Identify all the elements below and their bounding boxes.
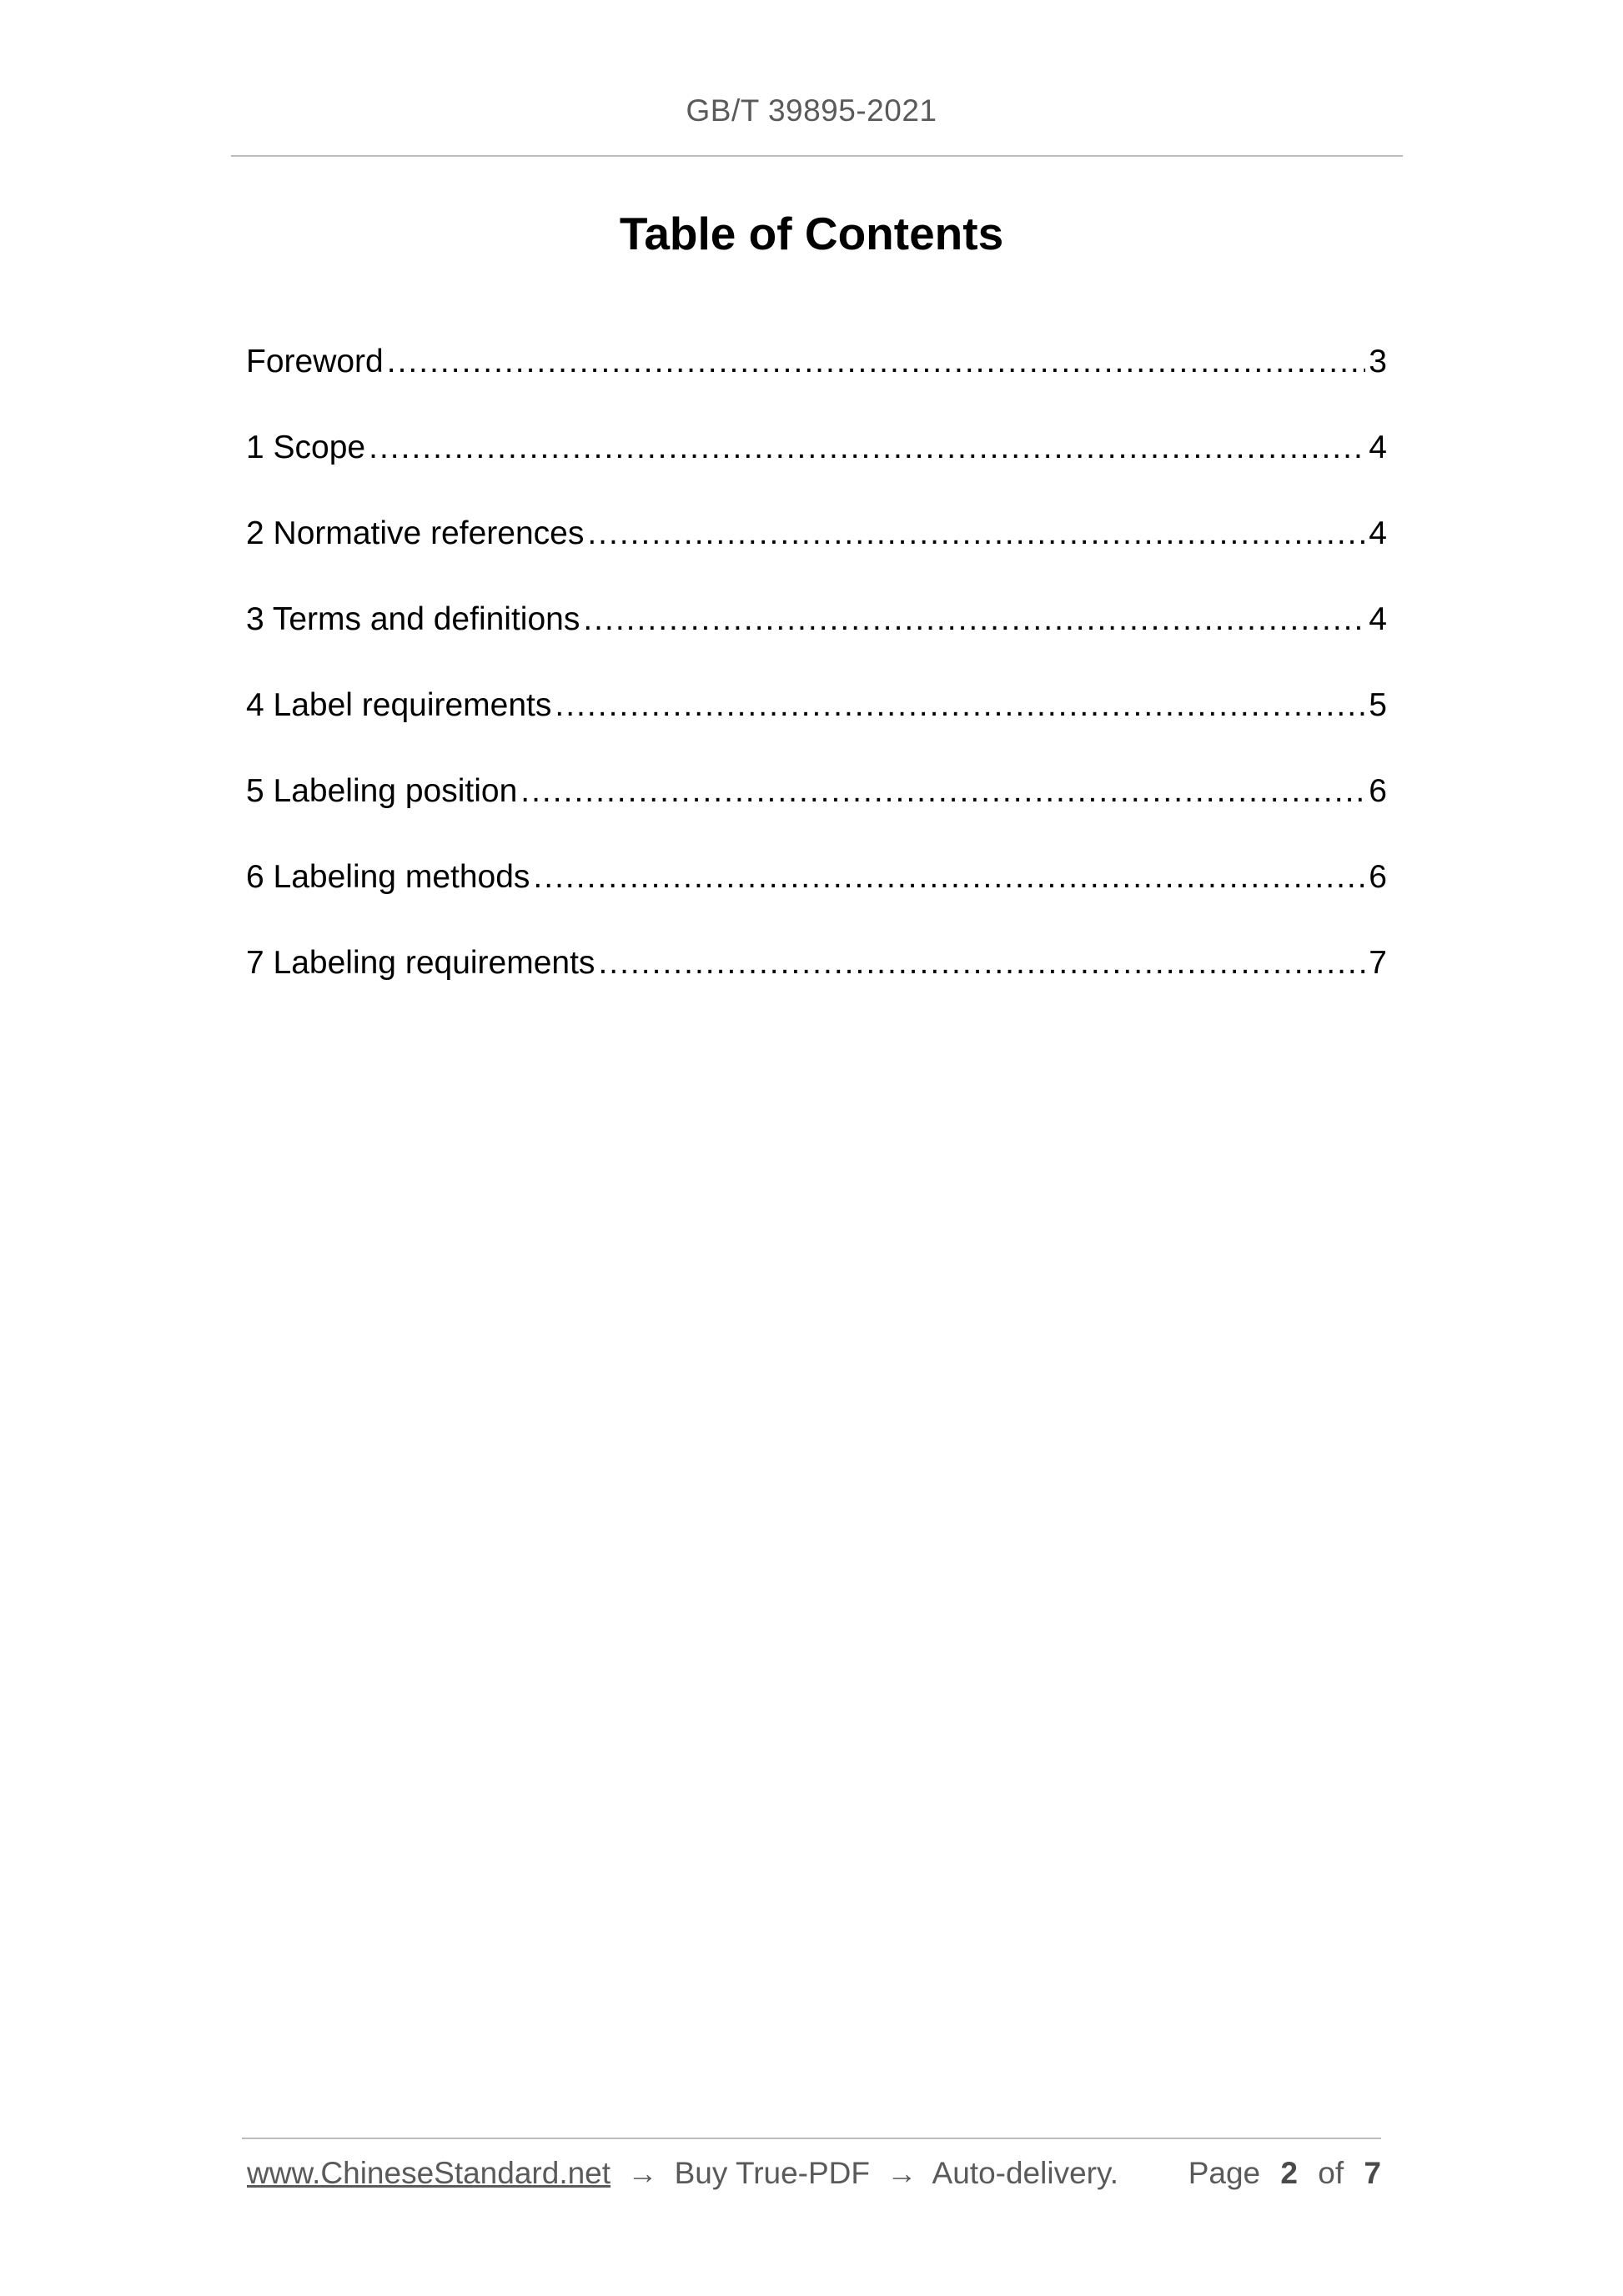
page-footer [247, 2156, 1381, 2191]
toc-entry-foreword[interactable] [246, 337, 1387, 423]
right-arrow-icon: → [627, 2156, 658, 2190]
toc-dot-leader [587, 509, 1365, 559]
toc-dot-leader [598, 938, 1365, 988]
toc-entry-page: 4 [1369, 430, 1387, 465]
footer-divider [242, 2138, 1381, 2139]
toc-entry-labeling-position[interactable] [246, 766, 1387, 852]
delivery-text: Auto-delivery. [932, 2156, 1119, 2190]
footer-promo [247, 2156, 1118, 2191]
toc-entry-label: 5 Labeling position [246, 773, 518, 809]
toc-entry-page: 5 [1369, 687, 1387, 723]
toc-entry-page: 4 [1369, 515, 1387, 551]
page-word: Page [1188, 2156, 1261, 2190]
website-link[interactable]: www.ChineseStandard.net [247, 2156, 611, 2190]
toc-entry-normative-references[interactable] [246, 509, 1387, 595]
toc-entry-labeling-methods[interactable] [246, 852, 1387, 938]
toc-dot-leader [520, 766, 1365, 816]
toc-entry-terms-and-definitions[interactable] [246, 595, 1387, 681]
toc-entry-page: 6 [1369, 773, 1387, 809]
toc-dot-leader [533, 852, 1365, 902]
toc-entry-label: 6 Labeling methods [246, 859, 530, 895]
running-header: GB/T 39895-2021 [686, 93, 937, 128]
toc-entry-scope[interactable] [246, 423, 1387, 509]
toc-entry-label: 3 Terms and definitions [246, 601, 580, 637]
total-pages-number: 7 [1364, 2156, 1381, 2190]
toc-list [246, 337, 1387, 1024]
buy-text: Buy True-PDF [674, 2156, 871, 2190]
page-title: Table of Contents [619, 208, 1004, 259]
toc-entry-page: 4 [1369, 601, 1387, 637]
toc-entry-label: 7 Labeling requirements [246, 945, 595, 981]
toc-entry-label: 2 Normative references [246, 515, 585, 551]
header-divider [231, 155, 1403, 157]
toc-entry-page: 3 [1369, 344, 1387, 379]
current-page-number: 2 [1280, 2156, 1298, 2190]
toc-entry-labeling-requirements[interactable] [246, 938, 1387, 1024]
toc-dot-leader [369, 423, 1365, 473]
toc-entry-label: 1 Scope [246, 430, 366, 465]
right-arrow-icon: → [887, 2156, 917, 2190]
toc-dot-leader [555, 681, 1365, 731]
toc-entry-label: Foreword [246, 344, 384, 379]
page-indicator [1188, 2156, 1381, 2191]
toc-entry-page: 6 [1369, 859, 1387, 895]
toc-entry-label: 4 Label requirements [246, 687, 552, 723]
toc-entry-label-requirements[interactable] [246, 681, 1387, 766]
toc-dot-leader [387, 337, 1366, 387]
toc-dot-leader [583, 595, 1365, 645]
of-word: of [1318, 2156, 1344, 2190]
toc-entry-page: 7 [1369, 945, 1387, 981]
